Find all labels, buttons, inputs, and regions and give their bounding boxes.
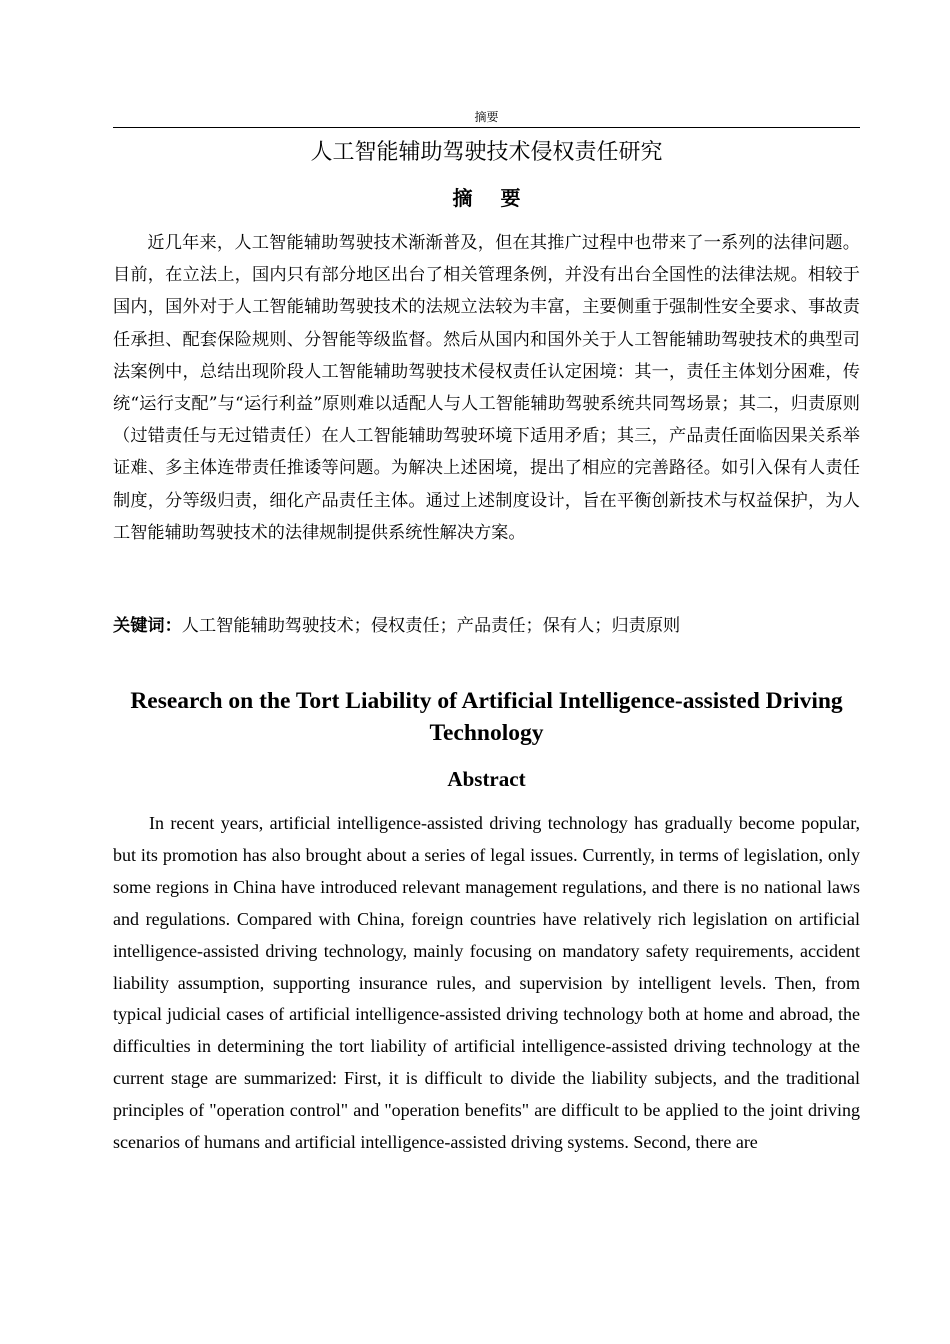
english-title: Research on the Tort Liability of Artificial Intelligence-assisted Driving Technology bbox=[130, 688, 843, 746]
chinese-abstract-heading: 摘要 bbox=[452, 186, 549, 210]
keywords-label: 关键词： bbox=[113, 616, 182, 636]
header-rule bbox=[113, 127, 860, 128]
chinese-abstract-body: 近几年来，人工智能辅助驾驶技术渐渐普及，但在其推广过程中也带来了一系列的法律问题。目前，在立法上，国内只有部分地区出台了相关管理条例，并没有出台全国性的法律法规。相较于国内，国外对于人工智能辅助驾驶技术的法规立法较为丰富，主要侧重于强制性安全要求、事故责任承担、配套保险规则、分智能等级监督。然后从国内和国外关于人工智能辅助驾驶技术的典型司法案例中，总结出现阶段人工智能辅助驾驶技术侵权责任认定困境：其一，责任主体划分困难，传统“运行支配”与“运行利益”原则难以适配人与人工智能辅助驾驶系统共同驾场景；其二，归责原则（过错责任与无过错责任）在人工智能辅助驾驶环境下适用矛盾；其三，产品责任面临因果关系举证难、多主体连带责任推诿等问题。为解决上述困境，提出了相应的完善路径。如引入保有人责任制度，分等级归责，细化产品责任主体。通过上述制度设计，旨在平衡创新技术与权益保护，为人工智能辅助驾驶技术的法律规制提供系统性解决方案。 bbox=[113, 233, 860, 543]
english-abstract-heading: Abstract bbox=[447, 767, 526, 791]
english-abstract-body: In recent years, artificial intelligence-assisted driving technology has gradually become popular, but its promotion has also brought about a series of legal issues. Currently, in terms of legislation, only some regions in China have introduced relevant management regulations, and there is no national laws and regulations. Compared with China, foreign countries have relatively rich legislation on artificial intelligence-assisted driving technology, mainly focusing on mandatory safety requirements, accident liability assumption, supporting insurance rules, and supervision by intelligent levels. Then, from typical judicial cases of artificial intelligence-assisted driving technology both at home and abroad, the difficulties in determining the tort liability of artificial intelligence-assisted driving technology at the current stage are summarized: First, it is difficult to divide the liability subjects, and the traditional principles of "operation control" and "operation benefits" are difficult to be applied to the joint driving scenarios of humans and artificial intelligence-assisted driving systems. Second, there are bbox=[113, 813, 860, 1153]
running-header: 摘要 bbox=[474, 110, 499, 124]
keywords-list: 人工智能辅助驾驶技术；侵权责任；产品责任；保有人；归责原则 bbox=[181, 616, 681, 636]
chinese-title: 人工智能辅助驾驶技术侵权责任研究 bbox=[310, 140, 663, 165]
chinese-keywords bbox=[113, 610, 860, 642]
